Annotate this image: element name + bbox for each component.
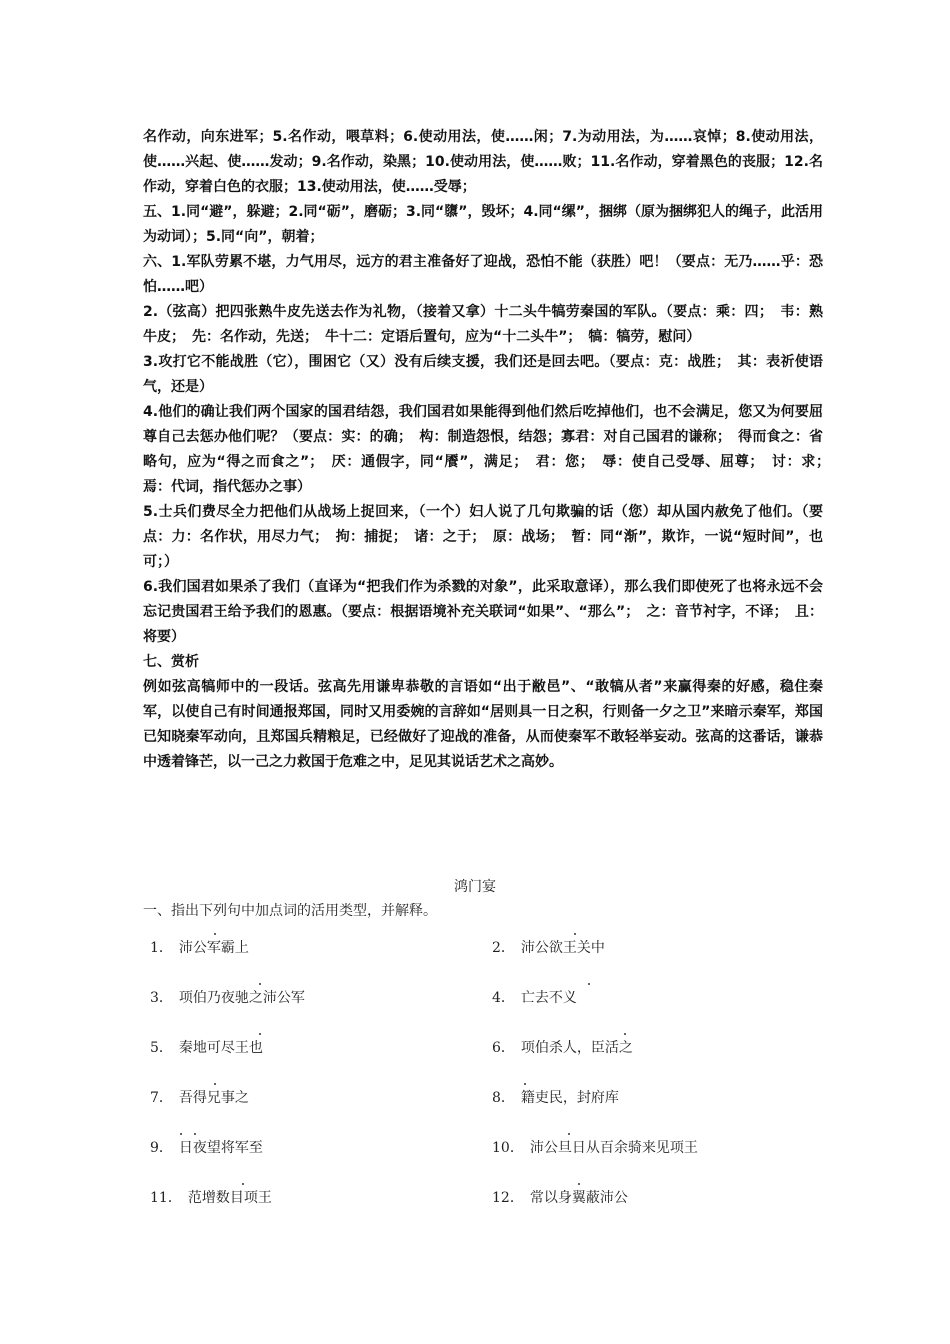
- emphasis-dot: [568, 1133, 570, 1135]
- exercise-item: 8． 籍吏民，封府库: [492, 1090, 619, 1106]
- emphasis-dot: [624, 1033, 626, 1035]
- exercise-item: 2． 沛公欲王关中: [492, 940, 605, 956]
- answer-paragraph: 名作动，向东进军；5.名作动，喂草料；6.使动用法，使……闲；7.为动用法，为……哀悼；8.使动用法，使……兴起、使……发动；9.名作动，染黑；10.使动用法，使……败；11.名作动，穿着黑色的丧服；12.名作动，穿着白色的衣服；13.使动用法，使……受辱；: [143, 129, 823, 195]
- exercise-item: 7． 吾得兄事之: [150, 1090, 249, 1106]
- emphasis-dot: [259, 983, 261, 985]
- emphasis-dot: [242, 1183, 244, 1185]
- answer-paragraph: 六、1.军队劳累不堪，力气用尽，远方的君主准备好了迎战，恐怕不能（获胜）吧！（要点：无乃……乎：恐怕……吧）: [143, 254, 823, 295]
- emphasis-dot: [578, 1183, 580, 1185]
- answer-paragraph: 6.我们国君如果杀了我们（直译为“把我们作为杀戮的对象”，此采取意译），那么我们即使死了也将永远不会忘记贵国君王给予我们的恩惠。（要点：根据语境补充关联词“如果”、“那么”； 之：音节衬字，不译； 且：将要）: [143, 579, 823, 645]
- appreciation-paragraph: 例如弦高犒师中的一段话。弦高先用谦卑恭敬的言语如“出于敝邑”、“敢犒从者”来赢得秦的好感，稳住秦军，以使自己有时间通报郑国，同时又用委婉的言辞如“居则具一日之积，行则备一夕之卫”来暗示秦军，郑国已知晓秦军动向，且郑国兵精粮足，已经做好了迎战的准备，从而使秦军不敢轻举妄动。弦高的这番话，谦恭中透着锋芒，以一己之力救国于危难之中，足见其说话艺术之高妙。: [143, 679, 823, 770]
- exercise-item: 12． 常以身翼蔽沛公: [492, 1190, 628, 1206]
- answer-paragraph: 4.他们的确让我们两个国家的国君结怨，我们国君如果能得到他们然后吃掉他们，也不会满足，您又为何要屈尊自己去惩办他们呢？（要点：实：的确； 构：制造怨恨，结怨；寡君：对自己国君的谦称； 得而食之：省略句，应为“得之而食之”； 厌：通假字，同“餍”，满足； 君：您； 辱：使自己受辱、屈尊； 讨：求； 焉：代词，指代惩办之事）: [143, 404, 837, 495]
- emphasis-dot: [194, 1133, 196, 1135]
- answer-paragraph: 五、1.同“避”，躲避；2.同“砺”，磨砺；3.同“隳”，毁坏；4.同“缧”，捆绑（原为捆绑犯人的绳子，此活用为动词）；5.同“向”，朝着；: [143, 204, 823, 245]
- answer-key-continuation: [143, 125, 837, 775]
- emphasis-dot: [214, 933, 216, 935]
- exercise-instruction: 一、指出下列句中加点词的活用类型，并解释。: [143, 903, 437, 919]
- answer-paragraph: 3.攻打它不能战胜（它），围困它（又）没有后续支援，我们还是回去吧。（要点：克：战胜； 其：表祈使语气，还是）: [143, 354, 823, 395]
- answer-paragraph: 2.（弦高）把四张熟牛皮先送去作为礼物，（接着又拿）十二头牛犒劳秦国的军队。（要点：乘：四； 韦：熟牛皮； 先：名作动，先送； 牛十二：定语后置句，应为“十二头牛”； 犒：犒劳，慰问）: [143, 304, 823, 345]
- emphasis-dot: [259, 1033, 261, 1035]
- exercise-item: 6． 项伯杀人，臣活之: [492, 1040, 633, 1056]
- emphasis-dot: [588, 983, 590, 985]
- emphasis-dot: [180, 1133, 182, 1135]
- exercise-item: 5． 秦地可尽王也: [150, 1040, 263, 1056]
- section-title: 鸿门宴: [454, 879, 496, 895]
- exercise-item: 11． 范增数目项王: [150, 1190, 272, 1206]
- exercise-item: 9． 日夜望将军至: [150, 1140, 263, 1156]
- exercise-item: 10． 沛公旦日从百余骑来见项王: [492, 1140, 698, 1156]
- exercise-item: 4． 亡去不义: [492, 990, 577, 1006]
- exercise-item: 1． 沛公军霸上: [150, 940, 249, 956]
- emphasis-dot: [524, 1083, 526, 1085]
- emphasis-dot: [574, 933, 576, 935]
- answer-paragraph: 5.士兵们费尽全力把他们从战场上捉回来，（一个）妇人说了几句欺骗的话（您）却从国内赦免了他们。（要点：力：名作状，用尽力气； 拘：捕捉； 诸：之于； 原：战场； 暂：同“渐”，欺诈，一说“短时间”，也可；）: [143, 504, 823, 570]
- exercise-item: 3． 项伯乃夜驰之沛公军: [150, 990, 305, 1006]
- section-heading: 七、赏析: [143, 654, 199, 670]
- emphasis-dot: [214, 1083, 216, 1085]
